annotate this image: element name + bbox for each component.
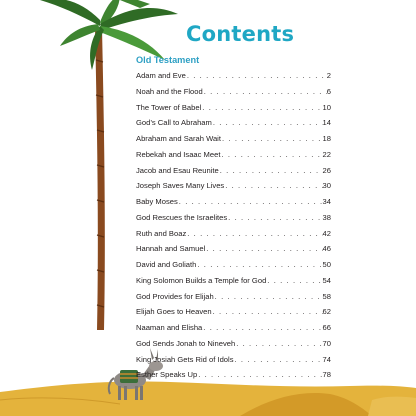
toc-entry-title: Jacob and Esau Reunite [136, 165, 219, 175]
toc-leader-dots [186, 71, 327, 80]
toc-entry-title: Hannah and Samuel [136, 244, 206, 254]
toc-entry-page: 62 [322, 307, 331, 317]
toc-entry-title: Noah and the Flood [136, 86, 203, 96]
toc-entry [136, 87, 331, 103]
toc-entry-page: 30 [322, 181, 331, 191]
toc-entry-page: 10 [322, 102, 331, 112]
toc-entry [136, 292, 331, 308]
toc-entry [136, 276, 331, 292]
toc-leader-dots [220, 150, 322, 159]
toc-entry-title: King Solomon Builds a Temple for God [136, 275, 267, 285]
toc-entry-title: God Provides for Elijah [136, 291, 214, 301]
toc-entry [136, 134, 331, 150]
toc-leader-dots [221, 134, 323, 143]
toc-entry-title: David and Goliath [136, 260, 197, 269]
toc-entry-page: 78 [322, 370, 331, 380]
toc-entry-page: 42 [322, 228, 331, 238]
toc-entry [136, 260, 331, 276]
toc-entry-title: Naaman and Elisha [136, 323, 203, 332]
toc-entry [136, 71, 331, 87]
toc-leader-dots [266, 276, 322, 285]
page-title: Contents [186, 22, 295, 46]
toc-leader-dots [196, 260, 322, 269]
toc-entry-title: God’s Call to Abraham [136, 118, 212, 128]
toc-entry-page: 18 [322, 134, 331, 143]
toc-entry-title: The Tower of Babel [136, 102, 202, 112]
toc-entry-page: 50 [322, 260, 331, 269]
toc-entry [136, 166, 331, 182]
toc-entry-page: 74 [322, 354, 331, 364]
toc-entry [136, 307, 331, 323]
toc-entry-page: 70 [322, 338, 331, 348]
toc-leader-dots [205, 244, 322, 253]
toc-leader-dots [219, 166, 323, 175]
toc-leader-dots [227, 213, 322, 222]
toc-entry-page: 66 [322, 323, 331, 332]
toc-entry-page: 58 [322, 291, 331, 301]
toc-leader-dots [224, 181, 322, 190]
toc-leader-dots [235, 339, 322, 348]
toc-entry [136, 244, 331, 260]
toc-leader-dots [234, 355, 323, 364]
toc-entry [136, 355, 331, 371]
toc-entry [136, 181, 331, 197]
toc-entry [136, 197, 331, 213]
toc-entry-title: Rebekah and Isaac Meet [136, 149, 221, 159]
toc-entry-page: 26 [322, 165, 331, 175]
toc-entry [136, 213, 331, 229]
toc-leader-dots [202, 323, 322, 332]
toc-entry-page: 22 [322, 149, 331, 159]
toc-entry-page: 46 [322, 244, 331, 254]
toc-entry-title: God Rescues the Israelites [136, 212, 228, 222]
toc-entry-title: Elijah Goes to Heaven [136, 307, 212, 317]
toc-entry [136, 339, 331, 355]
toc-leader-dots [203, 87, 327, 96]
toc-leader-dots [201, 103, 322, 112]
toc-entry [136, 150, 331, 166]
toc-entry-title: Esther Speaks Up [136, 370, 198, 380]
toc-leader-dots [186, 229, 322, 238]
toc-leader-dots [214, 292, 323, 301]
toc-entry-page: 34 [322, 197, 331, 206]
toc-entry-page: 14 [322, 118, 331, 128]
toc-entry-title: Joseph Saves Many Lives [136, 181, 225, 191]
toc-leader-dots [197, 370, 322, 379]
toc-entry [136, 229, 331, 245]
toc-entry-page: 54 [322, 275, 331, 285]
toc-entry [136, 370, 331, 386]
toc-entry-title: God Sends Jonah to Nineveh [136, 338, 236, 348]
toc-entry-title: Adam and Eve [136, 71, 186, 80]
toc-entry-title: Baby Moses [136, 197, 178, 206]
toc-entry-page: 6 [326, 86, 331, 96]
toc-entry-title: Abraham and Sarah Wait [136, 134, 221, 143]
toc-entry [136, 323, 331, 339]
table-of-contents [136, 71, 331, 386]
section-heading: Old Testament [136, 55, 200, 65]
toc-entry [136, 118, 331, 134]
toc-entry-page: 2 [326, 71, 331, 80]
toc-leader-dots [212, 307, 323, 316]
toc-entry-title: King Josiah Gets Rid of Idols [136, 354, 234, 364]
toc-entry [136, 103, 331, 119]
toc-entry-title: Ruth and Boaz [136, 228, 187, 238]
toc-leader-dots [212, 118, 323, 127]
toc-entry-page: 38 [322, 212, 331, 222]
toc-leader-dots [178, 197, 323, 206]
